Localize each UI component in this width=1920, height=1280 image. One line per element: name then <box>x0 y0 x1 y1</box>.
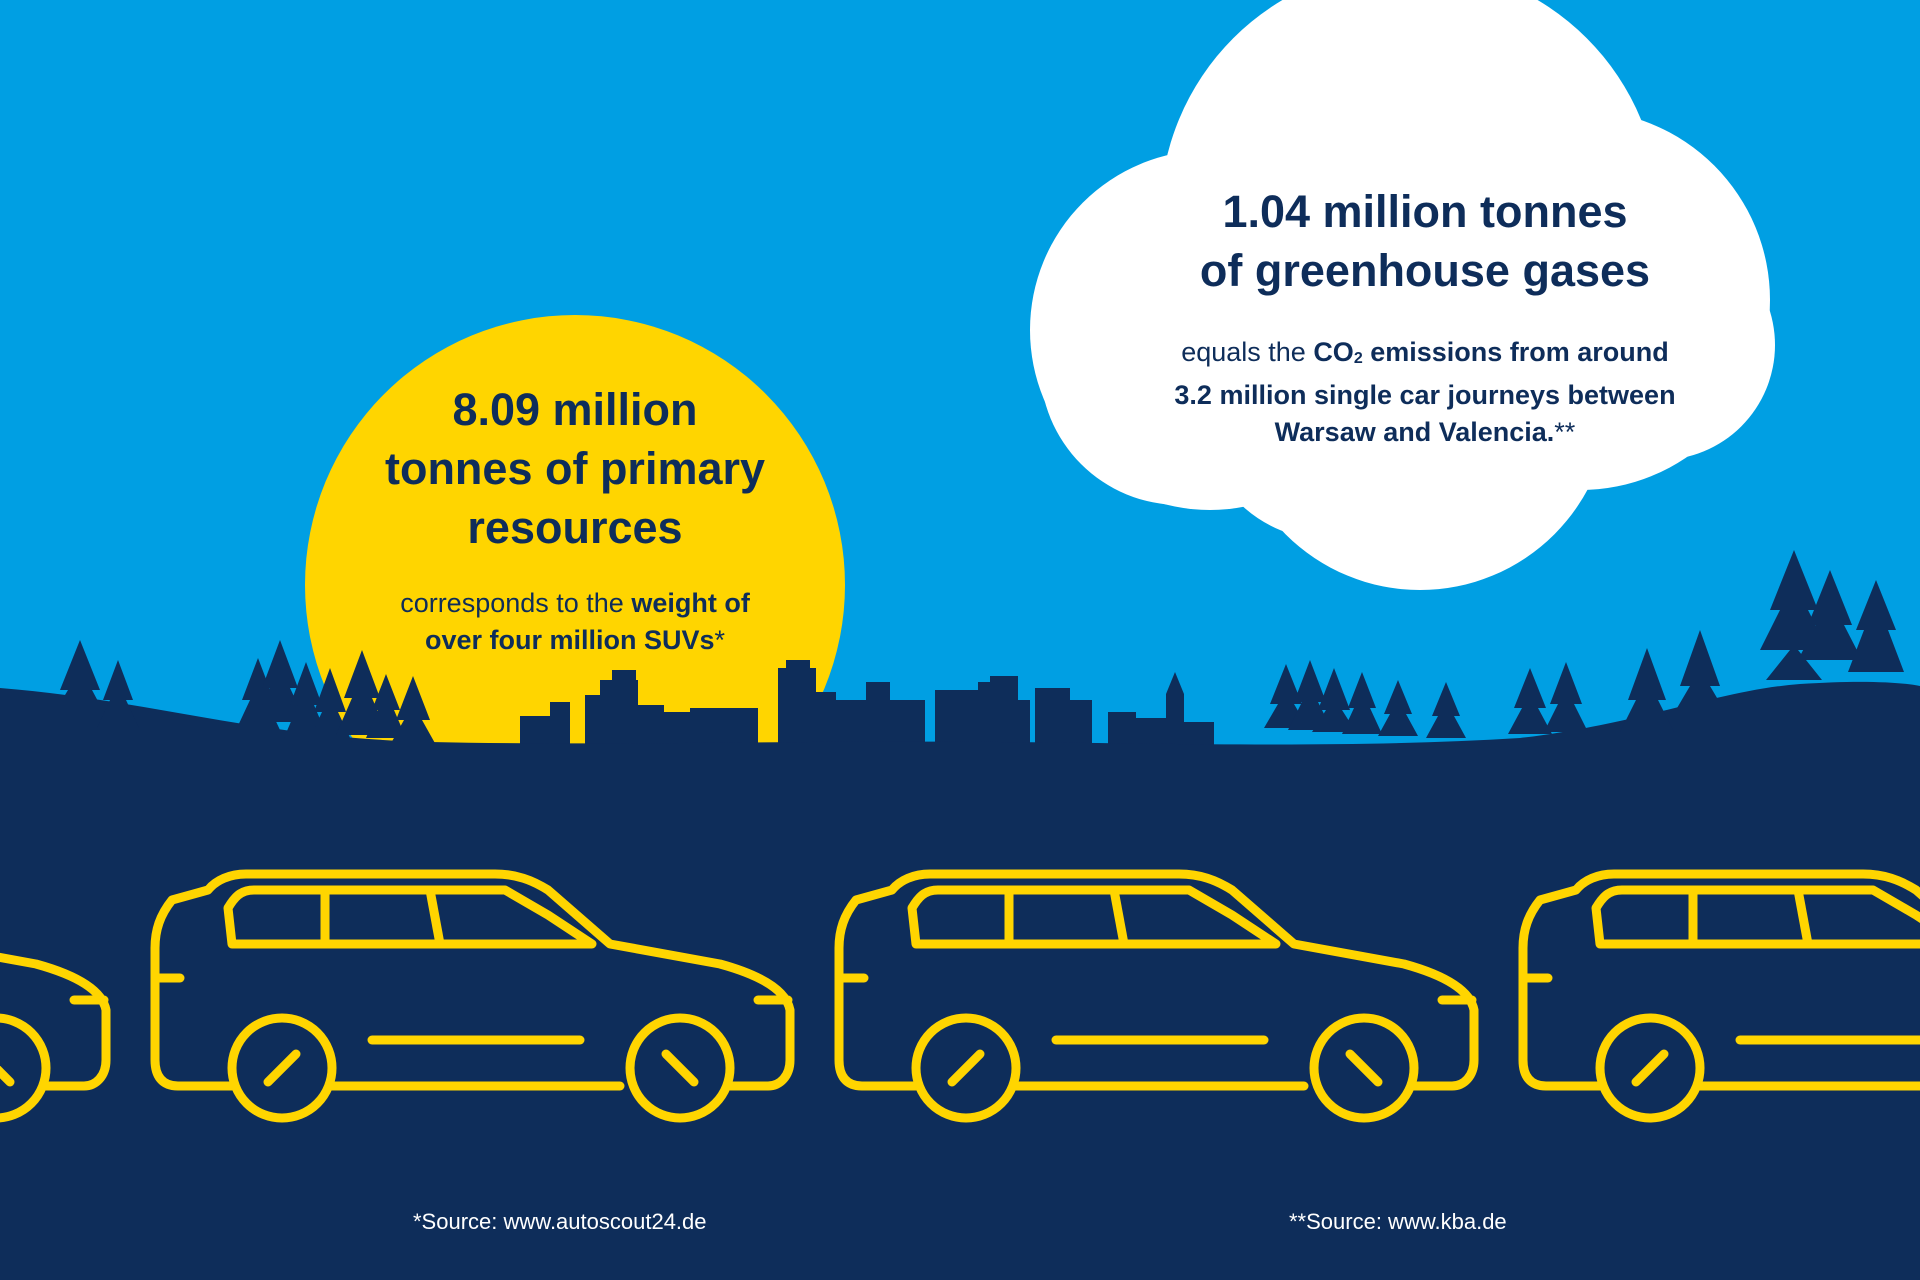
cloud-statement <box>1040 182 1810 451</box>
source-autoscout24: *Source: www.autoscout24.de <box>413 1209 707 1234</box>
sun-statement <box>320 380 830 659</box>
sun-subtext-bold-2: over four million SUVs <box>424 625 715 655</box>
sun-subtext-footnote-mark: * <box>714 625 726 655</box>
cloud-subtext-footnote-mark: ** <box>1554 417 1576 447</box>
sun-headline-line: tonnes of primary <box>384 443 766 494</box>
sun-subtext <box>320 585 830 659</box>
source-kba: **Source: www.kba.de <box>1289 1209 1507 1234</box>
ground-hills <box>0 682 1920 1280</box>
cloud-subtext-bold-2: 3.2 million single car journeys between <box>1174 380 1676 410</box>
sun-subtext-bold-1: weight of <box>631 588 750 618</box>
cloud-headline-line: of greenhouse gases <box>1199 245 1651 296</box>
cloud-subtext-bold-1: emissions from around <box>1362 337 1669 367</box>
cloud-headline <box>1040 182 1810 300</box>
cloud-subtext-co: CO <box>1313 337 1354 367</box>
sun-headline-line: resources <box>467 502 683 553</box>
sun-headline <box>320 380 830 557</box>
cloud-subtext <box>1040 334 1810 451</box>
sun-subtext-normal: corresponds to the <box>400 588 632 618</box>
cloud-subtext-bold-3: Warsaw and Valencia. <box>1274 417 1555 447</box>
cloud-subtext-co-subscript: 2 <box>1353 350 1363 367</box>
sun-headline-line: 8.09 million <box>452 384 698 435</box>
cloud-subtext-normal: equals the <box>1181 337 1314 367</box>
cloud-headline-line: 1.04 million tonnes <box>1222 186 1628 237</box>
